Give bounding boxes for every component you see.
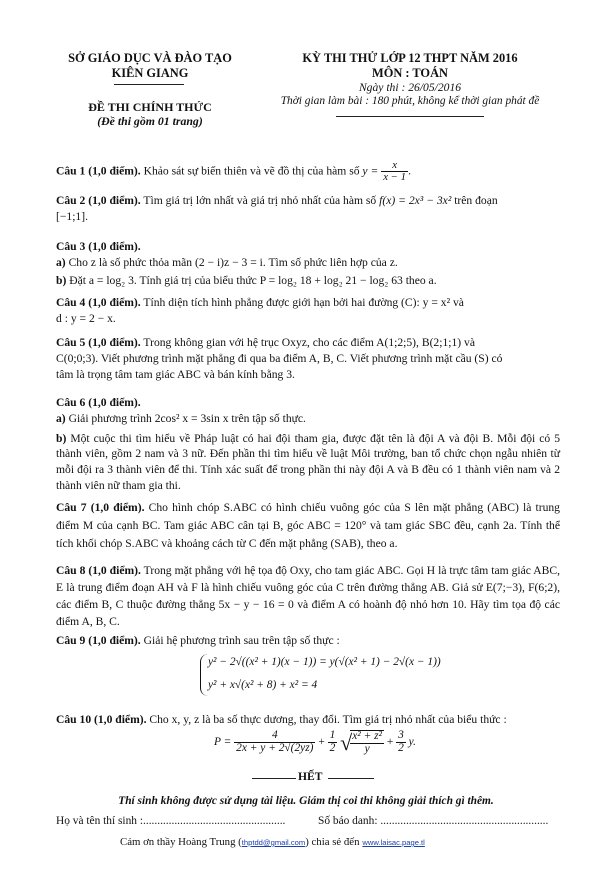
question-4-label: Câu 4 (1,0 điểm). [56, 296, 141, 309]
question-6 [56, 395, 560, 494]
official-exam-label: ĐỀ THI CHÍNH THỨC [88, 100, 212, 114]
question-2-label: Câu 2 (1,0 điểm). [56, 194, 141, 207]
plus-sign-2: + [386, 736, 394, 749]
credits-email-link[interactable]: thptdd@gmail.com [241, 838, 306, 847]
exam-rules-note: Thí sinh không được sử dụng tài liệu. Giám thị coi thi không giải thích gì thêm. [118, 795, 494, 807]
question-4-line-2: d : y = 2 − x. [56, 311, 116, 325]
fraction-2-denominator: 2 [329, 742, 336, 755]
question-3a-label: a) [56, 255, 66, 269]
question-2-interval: [−1;1]. [56, 209, 88, 223]
question-6-label: Câu 6 (1,0 điểm). [56, 396, 141, 409]
fraction-1-numerator: 4 [234, 730, 315, 743]
sqrt-fraction [350, 730, 384, 756]
question-7 [56, 499, 560, 553]
credits-line [120, 834, 425, 850]
question-9-text: Giải hệ phương trình sau trên tập số thực : [143, 634, 340, 647]
question-5-label: Câu 5 (1,0 điểm). [56, 336, 141, 349]
question-9 [56, 633, 560, 649]
header-divider-left [114, 84, 184, 85]
question-6b-label: b) [56, 431, 67, 445]
question-1 [56, 160, 560, 184]
candidate-number-field: Số báo danh: ........................................................... [318, 815, 549, 827]
question-6b-text: Một cuộc thi tìm hiểu về Pháp luật có hai đội tham gia, được đặt tên là đội A và đội B. Mỗi đội có 5 thành viên, gồm 2 nam và 3 nữ. Đến phần thi tìm hiểu về luật Môi trường, ban tổ chức chọn ngẫu nhiên từ mỗi đội ra 3 thành viên để thi. Tính xác suất để trong phần thi này đội A và B đều có 1 thành viên nam và 2 thành viên nữ tham gia thi. [56, 431, 560, 492]
question-5-line-3: tâm là trọng tâm tam giác ABC và bán kính bằng 3. [56, 367, 295, 381]
province-name: KIÊN GIANG [111, 66, 189, 80]
question-7-text: Cho hình chóp S.ABC có hình chiếu vuông góc của S lên mặt phẳng (ABC) là trung điểm M của cạnh BC. Tam giác ABC cân tại B, góc ABC = 120° và tam giác SBC đều, cạnh 2a. Tính thể tích khối chóp S.ABC và khoảng cách từ C đến mặt phẳng (SAB), theo a. [56, 501, 560, 550]
question-5 [56, 335, 560, 382]
fraction-half [328, 730, 338, 755]
exam-date: Ngày thi : 26/05/2016 [358, 81, 462, 94]
credits-text-2: ) chia sẻ đến [305, 836, 360, 848]
sqrt-denominator: y [364, 742, 370, 755]
equation-1: y² − 2√((x² + 1)(x − 1)) = y(√(x² + 1) − 2√(x − 1)) [208, 656, 441, 668]
credits-site-link[interactable]: www.laisac.page.tl [362, 838, 425, 847]
page-count-note: (Đề thi gồm 01 trang) [97, 114, 203, 128]
question-1-fraction [381, 160, 408, 184]
end-rule-right [328, 778, 374, 779]
question-2 [56, 193, 560, 225]
fraction-three-halves [396, 730, 406, 755]
header-divider-right [336, 116, 484, 117]
plus-sign-1: + [318, 736, 325, 749]
question-1-function-lhs: y = [362, 164, 379, 178]
fraction-3-numerator: 3 [398, 729, 404, 742]
question-5-line-2: C(0;0;3). Viết phương trình mặt phẳng đi qua ba điểm A, B, C. Viết phương trình mặt cầu (S) có [56, 351, 503, 365]
question-6a-label: a) [56, 411, 66, 425]
question-6a-text: Giải phương trình 2cos² x = 3sin x trên tập số thực. [68, 411, 306, 425]
sqrt-icon: √ [340, 730, 353, 755]
question-2-function: f(x) = 2x³ − 3x² [379, 194, 452, 207]
question-3b-text: Đặt a = log₂ 3. Tính giá trị của biểu thức P = log₂ 18 + log₂ 21 − log₂ 63 theo a. [69, 273, 437, 287]
department-name: SỞ GIÁO DỤC VÀ ĐÀO TẠO [68, 51, 232, 65]
question-3a-text: Cho z là số phức thỏa mãn (2 − i)z − 3 = i. Tìm số phức liên hợp của z. [68, 255, 398, 269]
end-rule-left [252, 778, 296, 779]
question-7-label: Câu 7 (1,0 điểm). [56, 501, 145, 514]
fraction-3-denominator: 2 [398, 742, 404, 755]
fraction-2-numerator: 1 [329, 729, 336, 742]
question-10-label: Câu 10 (1,0 điểm). [56, 713, 147, 726]
question-1-label: Câu 1 (1,0 điểm). [56, 164, 141, 178]
expression-p: P = [214, 736, 232, 749]
question-1-fraction-denominator: x − 1 [383, 171, 407, 184]
candidate-name-field: Họ và tên thí sinh :.................................................. [56, 815, 286, 827]
exam-title: KỲ THI THỬ LỚP 12 THPT NĂM 2016 [302, 51, 518, 65]
question-1-fraction-numerator: x [381, 160, 408, 172]
question-8-label: Câu 8 (1,0 điểm). [56, 564, 141, 577]
question-8-text: Trong mặt phẳng với hệ tọa độ Oxy, cho tam giác ABC. Gọi H là trực tâm tam giác ABC, E là trung điểm đoạn AH và F là hình chiếu vuông góc của C trên đường thẳng AB. Giả sử E(7;−3), F(6;2), các điểm B, C thuộc đường thẳng 5x − y − 16 = 0 và điểm A có hoành độ nhỏ hơn 10. Hãy tìm tọa độ các điểm A, B, C. [56, 564, 560, 629]
question-10-text: Cho x, y, z là ba số thực dương, thay đổi. Tìm giá trị nhỏ nhất của biểu thức : [149, 713, 507, 726]
question-1-text: Khảo sát sự biến thiên và vẽ đồ thị của hàm số [143, 164, 360, 178]
question-2-text: Tìm giá trị lớn nhất và giá trị nhỏ nhất của hàm số [143, 194, 377, 207]
question-2-text-cont: trên đoạn [454, 194, 498, 207]
credits-text: Cảm ơn thầy Hoàng Trung ( [120, 836, 242, 848]
time-allowed: Thời gian làm bài : 180 phút, không kể thời gian phát đề [280, 95, 540, 107]
subject-name: MÔN : TOÁN [372, 66, 448, 80]
fraction-1-denominator: 2x + y + 2√(2yz) [236, 742, 314, 755]
question-4 [56, 295, 560, 327]
fraction-4-over-denominator [234, 730, 315, 755]
equation-2: y² + x√(x² + 8) + x² = 4 [208, 679, 318, 691]
end-marker: HẾT [298, 770, 323, 783]
question-5-line-1: Trong không gian với hệ trục Oxyz, cho các điểm A(1;2;5), B(2;1;1) và [143, 336, 475, 349]
question-3 [56, 239, 560, 288]
question-9-label: Câu 9 (1,0 điểm). [56, 634, 141, 647]
question-1-period: . [408, 164, 411, 178]
question-3-label: Câu 3 (1,0 điểm). [56, 240, 141, 253]
expression-tail: y. [408, 736, 416, 749]
question-3b-label: b) [56, 273, 67, 287]
question-8 [56, 562, 560, 631]
question-10-expression [214, 728, 416, 758]
question-10 [56, 712, 560, 728]
question-4-line-1: Tính diện tích hình phẳng được giới hạn bởi hai đường (C): y = x² và [143, 296, 464, 309]
sqrt-numerator: x² + z² [352, 729, 382, 742]
